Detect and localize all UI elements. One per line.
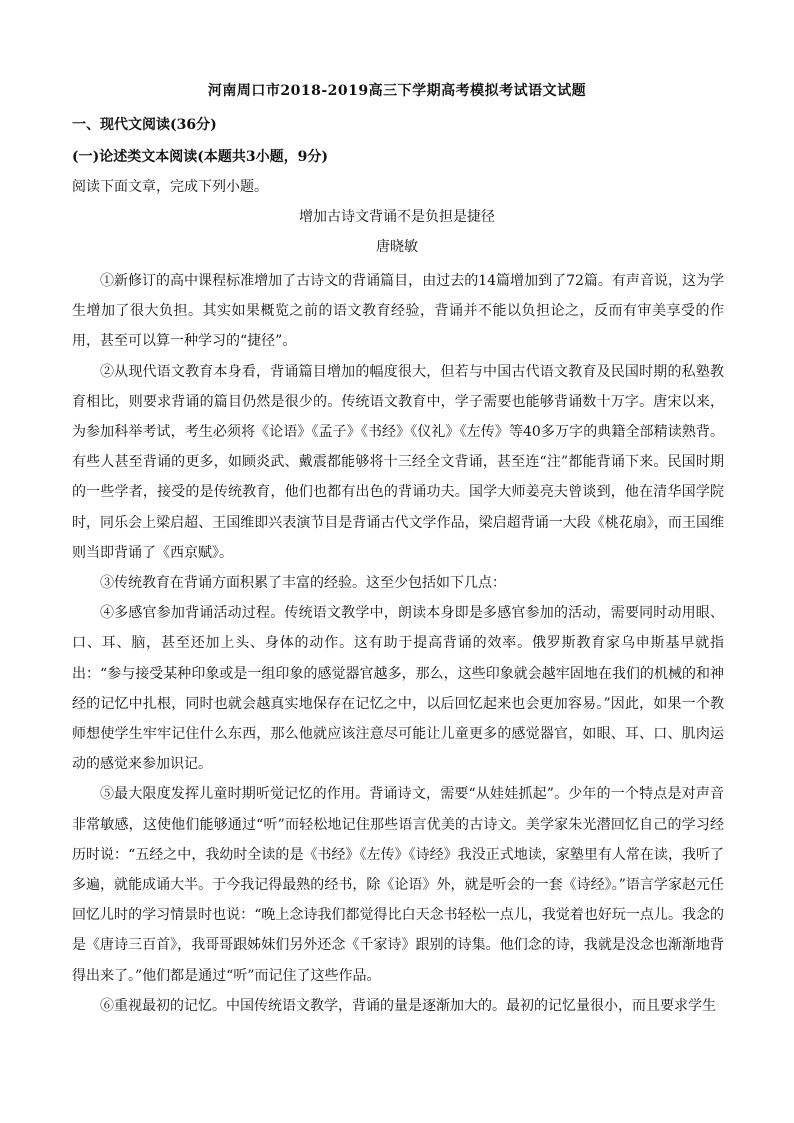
paragraph-2: ②从现代语文教育本身看，背诵篇目增加的幅度很大，但若与中国古代语文教育及民国时期的私塾教育相比，则要求背诵的篇目仍然是很少的。传统语文教育中，学子需要也能够背诵数十万字。唐宋以来，为参加科举考试，考生必须将《论语》《孟子》《书经》《仪礼》《左传》等40多万字的典籍全部精读熟背。有些人甚至背诵的更多，如顾炎武、戴震都能够将十三经全文背诵，甚至连“注”都能背诵下来。民国时期的一些学者，接受的是传统教育，他们也都有出色的背诵功夫。国学大师姜亮夫曾谈到，他在清华国学院时，同乐会上梁启超、王国维即兴表演节目是背诵古代文学作品，梁启超背诵一大段《桃花扇》，而王国维则当即背诵了《西京赋》。 [72, 363, 724, 561]
reading-instruction: 阅读下面文章，完成下列小题。 [72, 179, 268, 195]
article-author: 唐晓敏 [376, 239, 418, 255]
paragraph-3: ③传统教育在背诵方面积累了丰富的经验。这至少包括如下几点： [100, 575, 506, 592]
paragraph-5: ⑤最大限度发挥儿童时期听觉记忆的作用。背诵诗文，需要“从娃娃抓起”。少年的一个特点是对声音非常敏感，这使他们能够通过“听”而轻松地记住那些语言优美的古诗文。美学家朱光潜回忆自己的学习经历时说：“五经之中，我幼时全读的是《书经》《左传》《诗经》我没正式地读，家塾里有人常在读，我听了多遍，就能成诵大半。于今我记得最熟的经书，除《论语》外，就是听会的一套《诗经》。”语言学家赵元任回忆儿时的学习情景时也说：“晚上念诗我们都觉得比白天念书轻松一点儿，我觉着也好玩一点儿。我念的是《唐诗三百首》，我哥哥跟姊妹们另外还念《千家诗》跟别的诗集。他们念的诗，我就是没念也渐渐地背得出来了。”他们都是通过“听”而记住了这些作品。 [72, 786, 724, 984]
article-body [72, 266, 724, 1021]
section-heading: 一、现代文阅读(36分) [72, 117, 217, 133]
paragraph-4: ④多感官参加背诵活动过程。传统语文教学中，朗读本身即是多感官参加的活动，需要同时动用眼、口、耳、脑，甚至还加上头、身体的动作。这有助于提高背诵的效率。俄罗斯教育家乌申斯基早就指出：“参与接受某种印象或是一组印象的感觉器官越多，那么，这些印象就会越牢固地在我们的机械的和神经的记忆中扎根，同时也就会越真实地保存在记忆之中，以后回忆起来也会更加容易。”因此，如果一个教师想使学生牢牢记住什么东西，那么他就应该注意尽可能让儿童更多的感觉器官，如眼、耳、口、肌肉运动的感觉来参加识记。 [72, 605, 724, 773]
paragraph-6: ⑥重视最初的记忆。中国传统语文教学，背诵的量是逐渐加大的。最初的记忆量很小，而且要求学生 [100, 997, 716, 1014]
paragraph-1: ①新修订的高中课程标准增加了古诗文的背诵篇目，由过去的14篇增加到了72篇。有声音说，这为学生增加了很大负担。其实如果概览之前的语文教育经验，背诵并不能以负担论之，反而有审美享受的作用，甚至可以算一种学习的“捷径”。 [72, 273, 724, 350]
exam-title: 河南周口市2018-2019高三下学期高考模拟考试语文试题 [207, 83, 587, 99]
subsection-heading: (一)论述类文本阅读(本题共3小题，9分) [72, 149, 328, 165]
article-title: 增加古诗文背诵不是负担是捷径 [299, 209, 495, 225]
